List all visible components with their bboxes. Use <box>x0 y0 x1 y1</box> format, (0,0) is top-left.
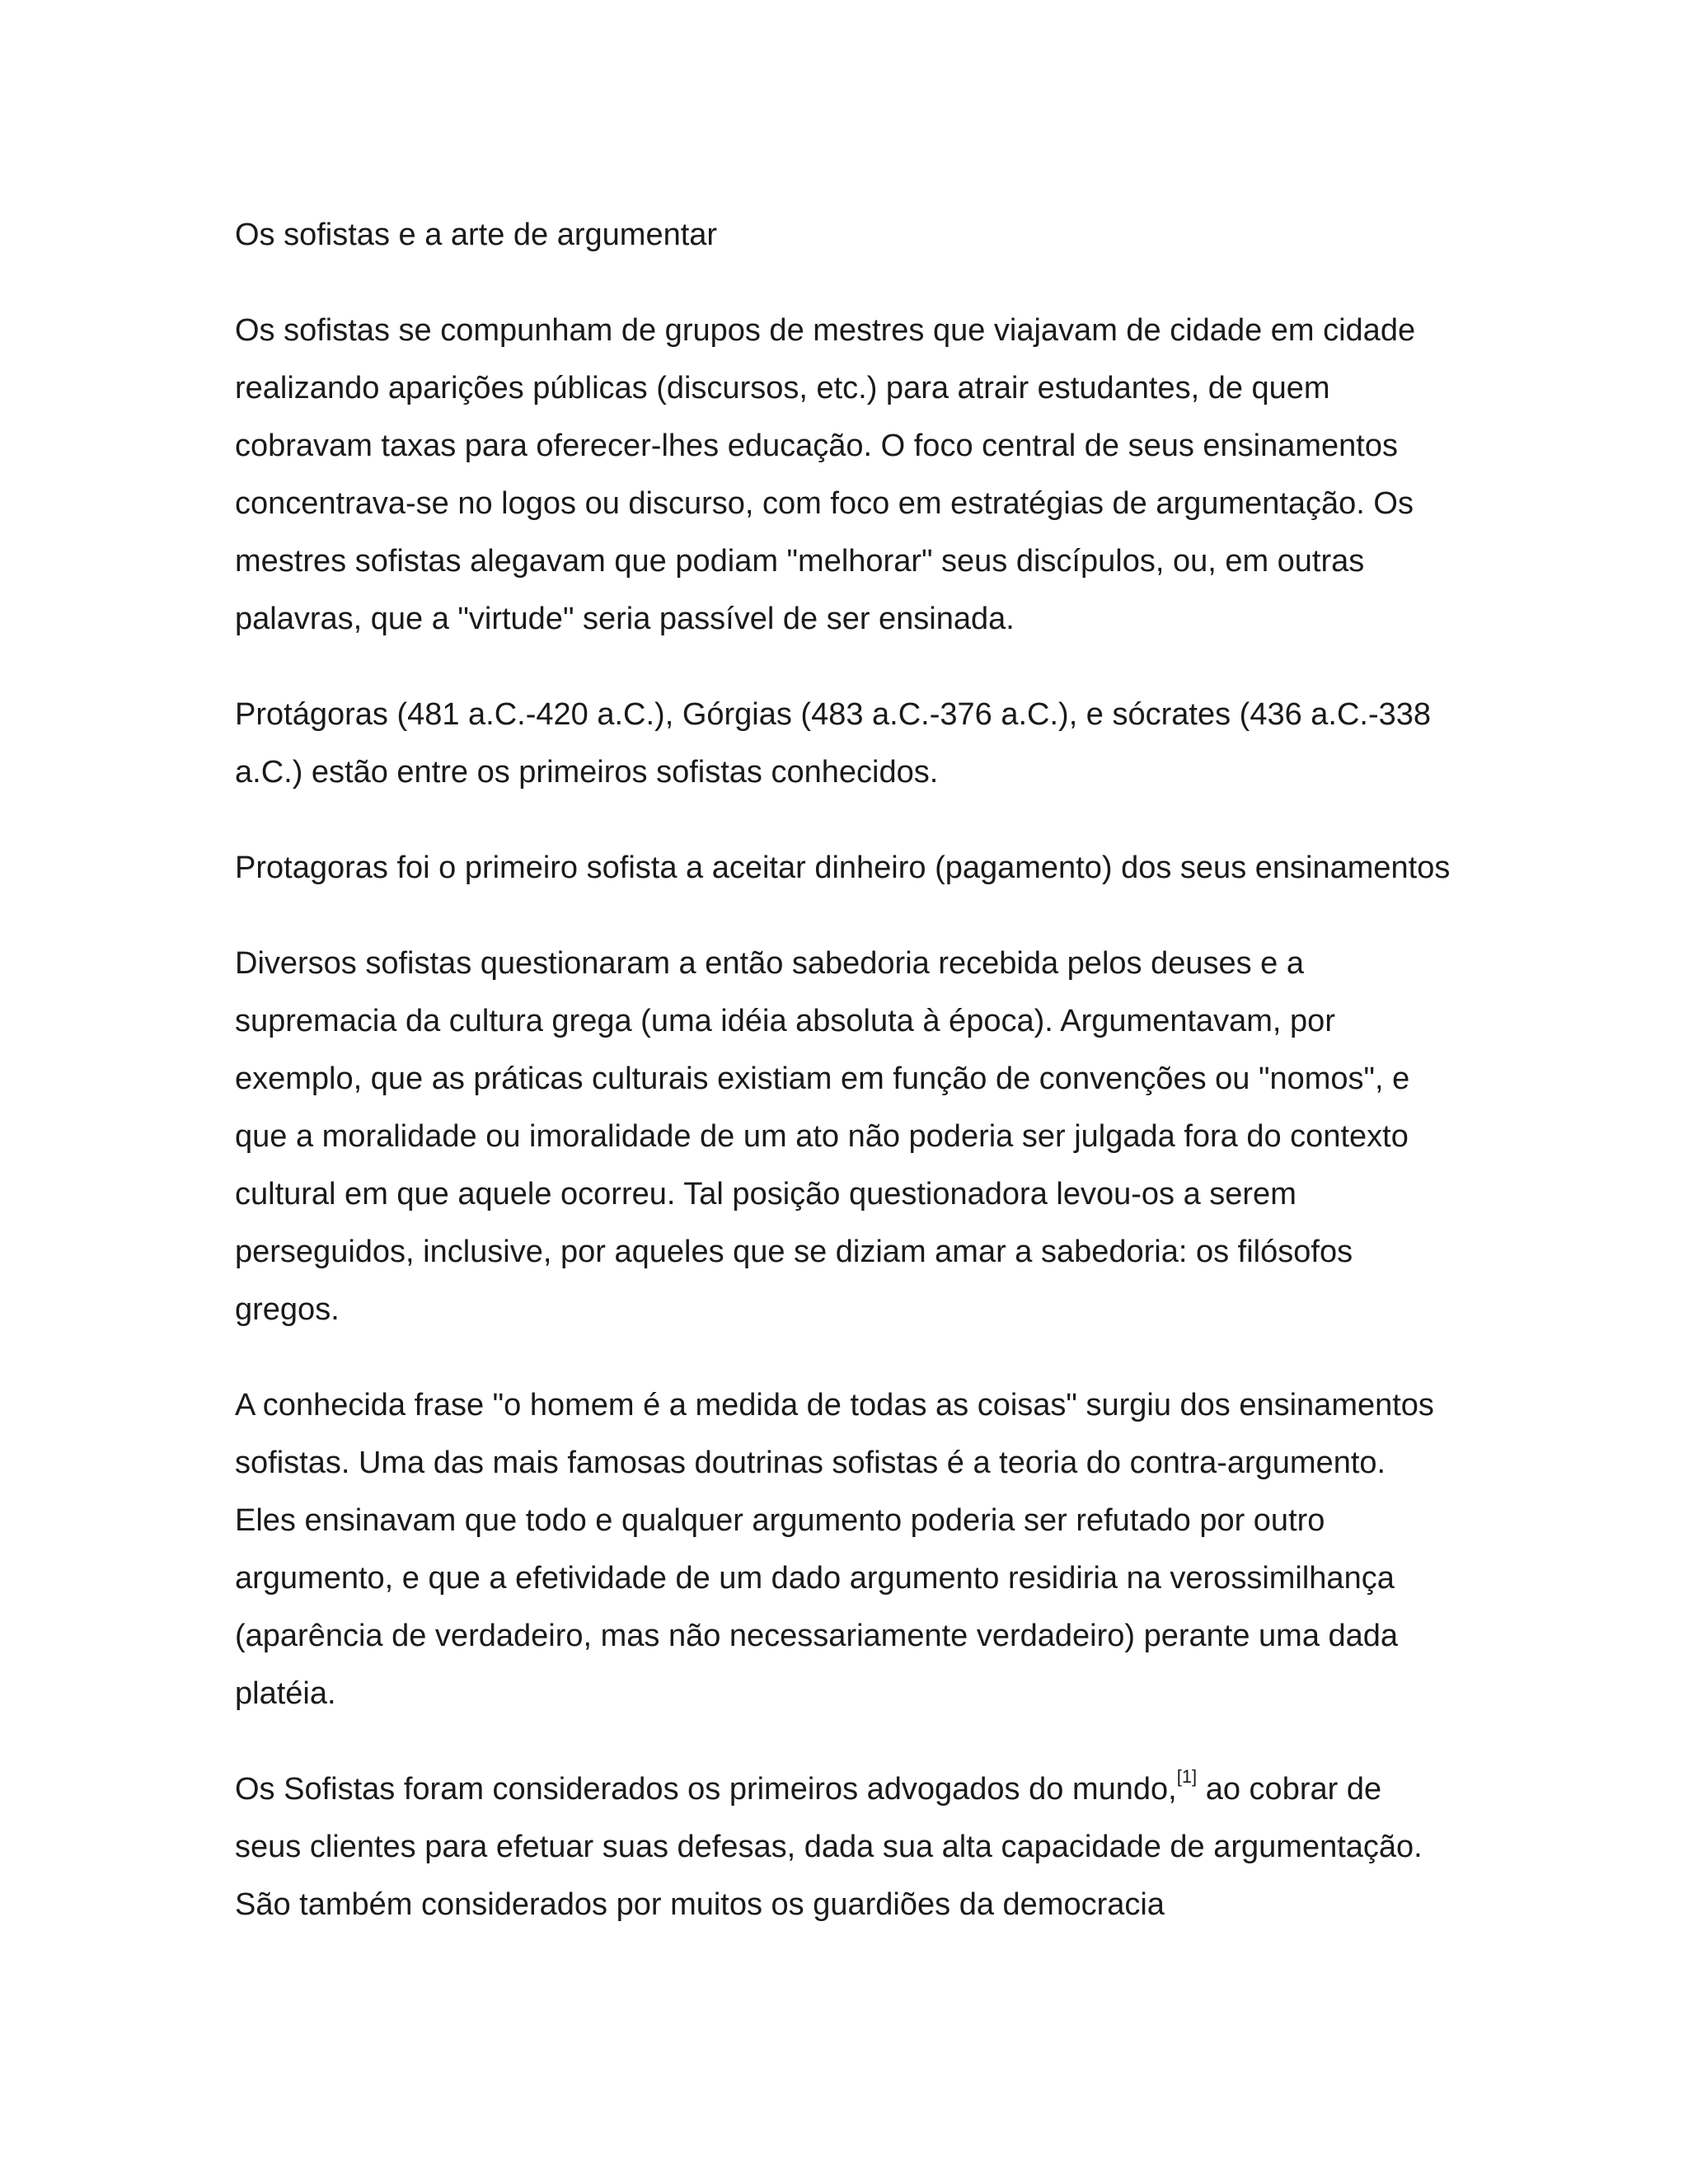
paragraph-advogados-start: Os Sofistas foram considerados os primeiros advogados do mundo, <box>235 1772 1177 1807</box>
footnote-reference[interactable]: [1] <box>1176 1766 1198 1787</box>
paragraph-advogados-rest: ao cobrar de seus clientes para efetuar suas defesas, dada sua alta capacidade de argumentação. São também considerados por muitos os guardiões da democracia <box>235 1772 1423 1922</box>
paragraph-contra-argumento: A conhecida frase "o homem é a medida de todas as coisas" surgiu dos ensinamentos sofistas. Uma das mais famosas doutrinas sofistas é a teoria do contra-argumento. Eles ensinavam que todo e qualquer argumento poderia ser refutado por outro argumento, e que a efetividade de um dado argumento residiria na verossimilhança (aparência de verdadeiro, mas não necessariamente verdadeiro) perante uma dada platéia. <box>235 1388 1434 1711</box>
paragraph-advogados <box>235 1760 1455 1933</box>
paragraph-sofistas-mestres: Os sofistas se compunham de grupos de mestres que viajavam de cidade em cidade realizando aparições públicas (discursos, etc.) para atrair estudantes, de quem cobravam taxas para oferecer-lhes educação. O foco central de seus ensinamentos concentrava-se no logos ou discurso, com foco em estratégias de argumentação. Os mestres sofistas alegavam que podiam "melhorar" seus discípulos, ou, em outras palavras, que a "virtude" seria passível de ser ensinada. <box>235 313 1416 636</box>
document-page <box>235 206 1455 1971</box>
paragraph-questionamento: Diversos sofistas questionaram a então sabedoria recebida pelos deuses e a supremacia da cultura grega (uma idéia absoluta à época). Argumentavam, por exemplo, que as práticas culturais existiam em função de convenções ou "nomos", e que a moralidade ou imoralidade de um ato não poderia ser julgada fora do contexto cultural em que aquele ocorreu. Tal posição questionadora levou-os a serem perseguidos, inclusive, por aqueles que se diziam amar a sabedoria: os filósofos gregos. <box>235 946 1410 1327</box>
paragraph-primeiros-sofistas: Protágoras (481 a.C.-420 a.C.), Górgias (483 a.C.-376 a.C.), e sócrates (436 a.C.-338 a.C.) estão entre os primeiros sofistas conhecidos. <box>235 697 1432 790</box>
paragraph-protagoras-pagamento: Protagoras foi o primeiro sofista a aceitar dinheiro (pagamento) dos seus ensinamentos <box>235 851 1451 885</box>
document-title: Os sofistas e a arte de argumentar <box>235 218 718 252</box>
